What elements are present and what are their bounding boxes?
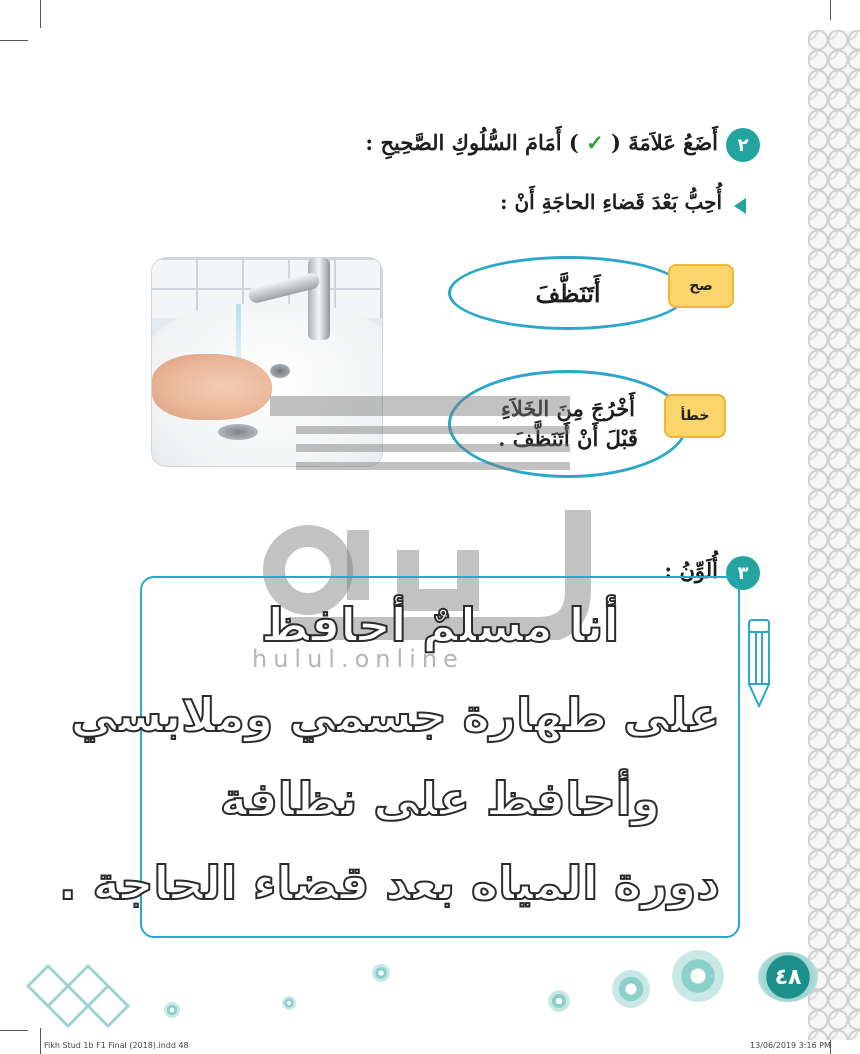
watermark-url: hulul.online [252, 645, 464, 673]
crop-mark [830, 0, 831, 20]
crop-mark [0, 40, 28, 41]
page-number: ٤٨ [774, 964, 802, 990]
decorative-flower-icon [548, 990, 570, 1012]
sink-overflow [270, 364, 290, 378]
coloring-line-2: على طهارة جسمي وملابسي [70, 688, 720, 742]
question-2-number-badge [726, 128, 760, 162]
question-2-title-part1: أَضَعُ عَلاَمَةَ ( [611, 130, 718, 155]
check-mark-icon: ✓ [586, 130, 604, 155]
option-1-text: أَتَنَظَّفَ [535, 278, 601, 308]
question-2-title-part2: ) أَمَامَ السُّلُوكِ الصَّحِيحِ : [365, 130, 579, 155]
decorative-flower-icon [672, 950, 724, 1002]
handwashing-photo [152, 258, 382, 466]
decorative-flower-icon [282, 996, 296, 1010]
hands [152, 354, 272, 420]
crop-mark [40, 0, 41, 28]
decorative-side-pattern [808, 30, 860, 1040]
watermark-bar [270, 396, 570, 416]
watermark-bar [296, 426, 570, 434]
option-2-line-2: قَبْلَ أَنْ أَتَنَظَّفَ . [498, 426, 638, 451]
question-2-number: ٢ [737, 134, 749, 156]
faucet-icon [308, 258, 330, 340]
watermark-bar [296, 444, 570, 452]
option-2-line-1: أَخْرُجَ مِنَ الخَلاَءِ [501, 396, 636, 421]
footer-timestamp: 13/06/2019 3:16 PM [750, 1041, 831, 1050]
option-1-oval[interactable] [448, 256, 688, 330]
coloring-line-4: دورة المياه بعد قضاء الحاجة . [58, 856, 720, 910]
question-2-prompt: أُحِبُّ بَعْدَ قَضاءِ الحاجَةِ أَنْ : [500, 190, 722, 214]
question-3-number: ٣ [737, 562, 749, 584]
footer-file-info: Fikh Stud 1b F1 Final (2018).indd 48 [44, 1041, 189, 1050]
sink-drain [218, 424, 258, 440]
decorative-flower-icon [164, 1002, 180, 1018]
option-2-tag: خطأ [664, 394, 726, 438]
coloring-line-1: أنا مسلمٌ أحافظ [260, 598, 620, 652]
page-number-badge [758, 952, 818, 1002]
option-1-tag: صح [668, 264, 734, 308]
question-3-title: أُلَوِّنُ : [664, 558, 718, 583]
decorative-corner-pattern [18, 956, 138, 1036]
coloring-line-3: وأحافظ على نظافة [219, 772, 661, 826]
pencil-icon [746, 618, 772, 708]
decorative-flower-icon [612, 970, 650, 1008]
watermark-bar [296, 462, 570, 470]
question-2-title [365, 130, 718, 155]
triangle-bullet-icon [734, 198, 746, 214]
decorative-flower-icon [372, 964, 390, 982]
